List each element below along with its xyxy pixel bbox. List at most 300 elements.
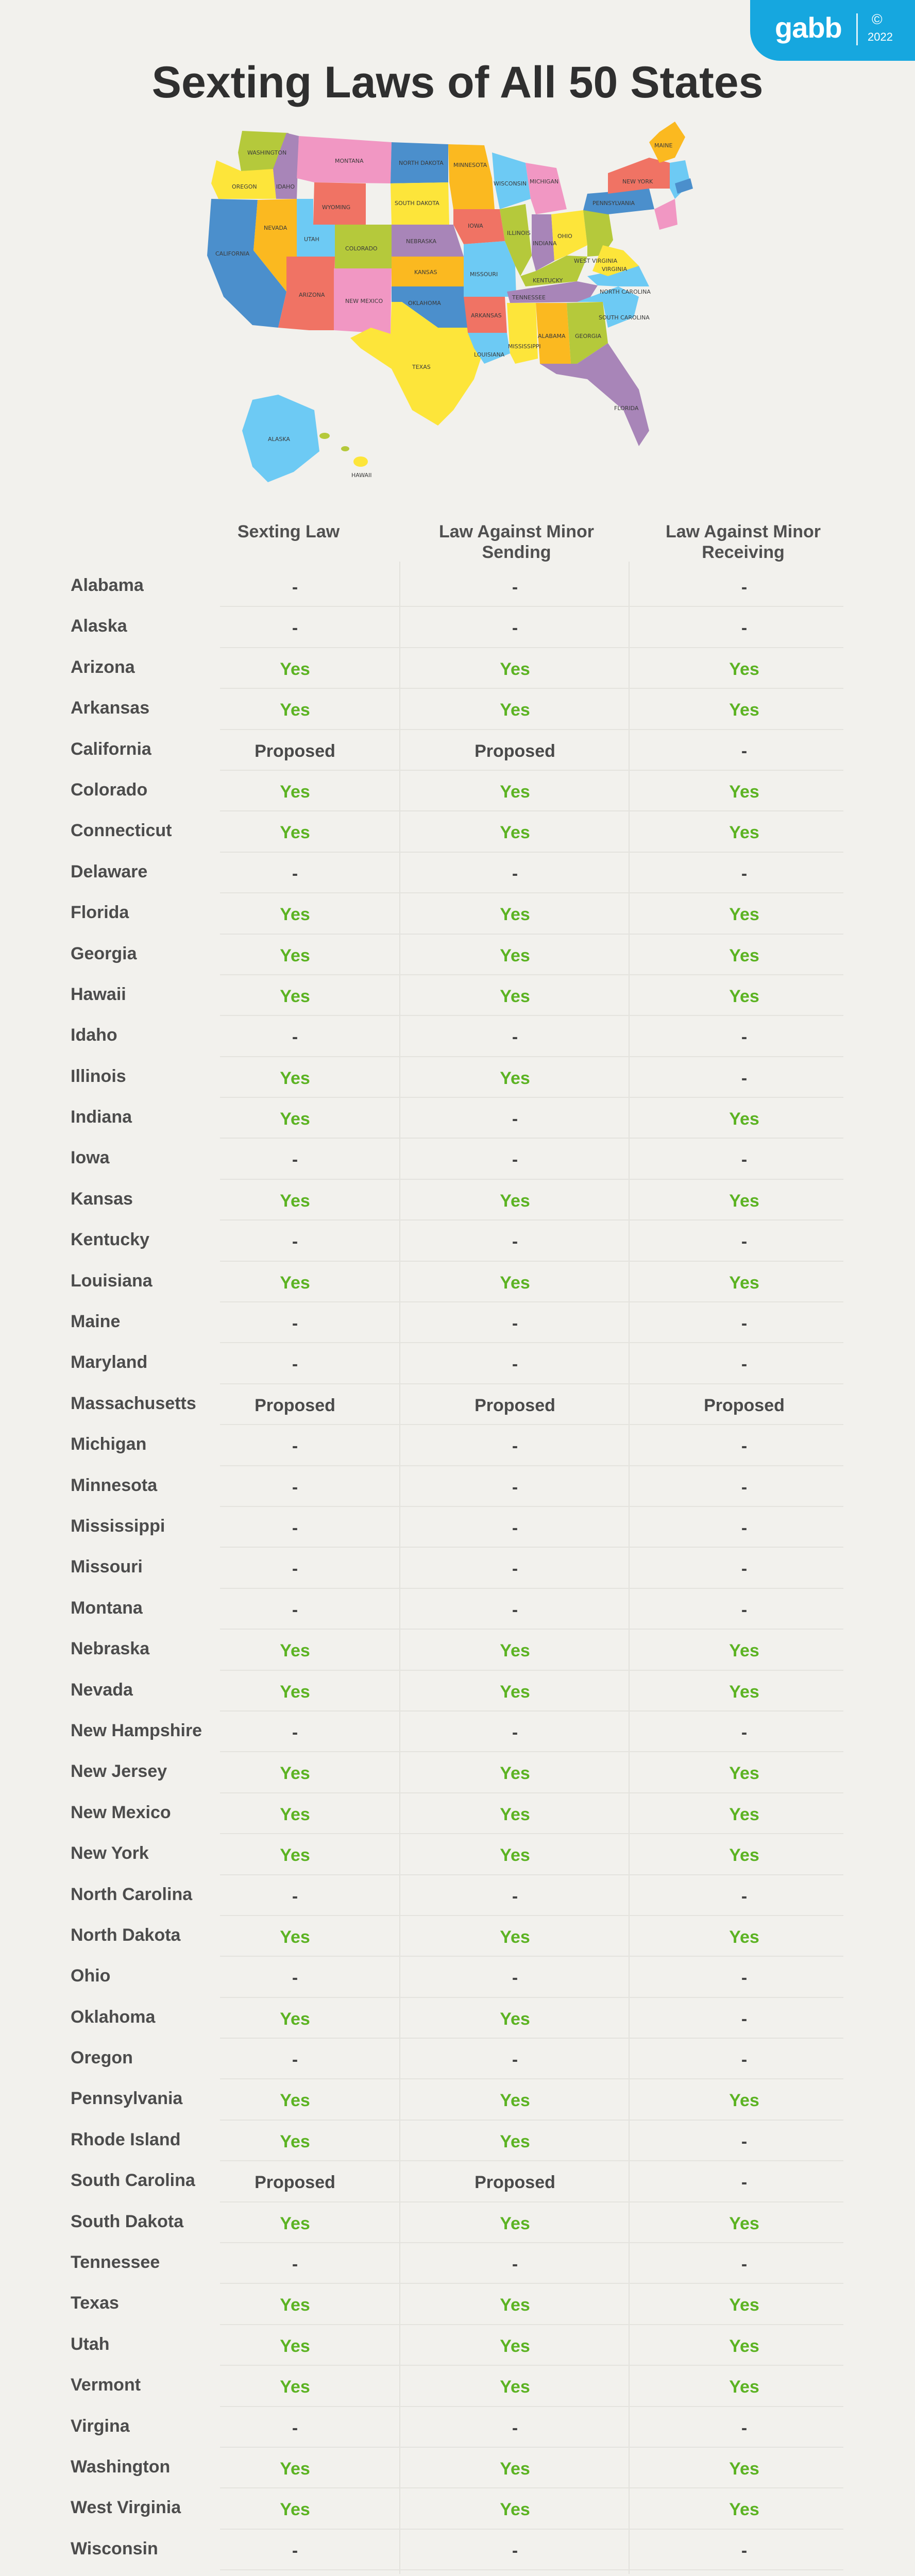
svg-text:OKLAHOMA: OKLAHOMA <box>408 300 441 307</box>
sexting-law-value: Yes <box>280 2377 310 2397</box>
table-row <box>0 1793 915 1834</box>
table-row <box>0 1139 915 1179</box>
header-minor-receiving: Law Against Minor Receiving <box>666 522 821 562</box>
svg-text:WYOMING: WYOMING <box>322 204 351 211</box>
svg-text:ALASKA: ALASKA <box>268 436 290 443</box>
sexting-law-value: - <box>292 618 298 638</box>
svg-text:MINNESOTA: MINNESOTA <box>453 162 487 168</box>
minor-receiving-value: - <box>741 1518 748 1538</box>
sexting-law-value: Yes <box>280 1682 310 1702</box>
table-row <box>0 730 915 771</box>
sexting-law-value: Yes <box>280 2091 310 2111</box>
minor-sending-value: Yes <box>500 2009 530 2029</box>
state-name: Arkansas <box>71 698 150 718</box>
minor-sending-value: Yes <box>500 1191 530 1211</box>
svg-text:VIRGINIA: VIRGINIA <box>602 266 628 273</box>
sexting-law-value: - <box>292 1559 298 1579</box>
svg-text:MAINE: MAINE <box>654 142 673 149</box>
minor-receiving-value: Yes <box>729 1764 759 1784</box>
table-row <box>0 811 915 852</box>
minor-sending-value: Proposed <box>475 1395 555 1415</box>
state-name: Delaware <box>71 861 148 882</box>
state-name: New Mexico <box>71 1802 171 1822</box>
minor-sending-value: - <box>512 1314 518 1334</box>
state-name: Nebraska <box>71 1639 150 1659</box>
minor-sending-value: Yes <box>500 782 530 802</box>
state-name: New Hampshire <box>71 1720 202 1740</box>
minor-sending-value: - <box>512 2050 518 2070</box>
minor-sending-value: - <box>512 1027 518 1047</box>
sexting-law-value: Yes <box>280 945 310 965</box>
minor-receiving-value: - <box>741 2009 748 2029</box>
svg-text:NEBRASKA: NEBRASKA <box>406 238 436 245</box>
svg-text:GEORGIA: GEORGIA <box>575 333 602 340</box>
minor-sending-value: - <box>512 2418 518 2438</box>
svg-text:NEW MEXICO: NEW MEXICO <box>345 298 383 304</box>
state-name: Indiana <box>71 1107 132 1127</box>
sexting-law-value: Proposed <box>255 1395 335 1415</box>
minor-sending-value: - <box>512 2540 518 2561</box>
state-name: Ohio <box>71 1966 111 1986</box>
minor-receiving-value: - <box>741 2418 748 2438</box>
table-row <box>0 2488 915 2529</box>
minor-receiving-value: Yes <box>729 700 759 720</box>
minor-sending-value: Yes <box>500 2500 530 2520</box>
state-name: Maryland <box>71 1352 148 1372</box>
sexting-law-value: Yes <box>280 1109 310 1129</box>
minor-sending-value: Yes <box>500 1764 530 1784</box>
state-name: Utah <box>71 2334 110 2354</box>
table-row <box>0 648 915 689</box>
state-name: Kentucky <box>71 1230 150 1250</box>
minor-receiving-value: Yes <box>729 1641 759 1661</box>
state-name: Washington <box>71 2456 171 2477</box>
state-name: South Dakota <box>71 2211 184 2231</box>
sexting-law-value: - <box>292 2050 298 2070</box>
table-row <box>0 1180 915 1221</box>
minor-receiving-value: Yes <box>729 905 759 925</box>
state-name: New York <box>71 1843 149 1863</box>
minor-receiving-value: Yes <box>729 1109 759 1129</box>
brand-badge[interactable] <box>750 0 915 61</box>
sexting-law-value: Yes <box>280 1641 310 1661</box>
table-row <box>0 1875 915 1916</box>
table-row <box>0 2407 915 2448</box>
sexting-law-value: - <box>292 863 298 884</box>
minor-sending-value: Yes <box>500 2336 530 2356</box>
minor-sending-value: Yes <box>500 945 530 965</box>
sexting-law-value: - <box>292 1477 298 1497</box>
minor-sending-value: - <box>512 1559 518 1579</box>
minor-receiving-value: - <box>741 1027 748 1047</box>
svg-text:WEST VIRGINIA: WEST VIRGINIA <box>574 258 618 264</box>
svg-text:WISCONSIN: WISCONSIN <box>494 180 527 187</box>
minor-sending-value: Yes <box>500 1068 530 1088</box>
table-row <box>0 2366 915 2406</box>
state-name: Georgia <box>71 943 137 963</box>
minor-receiving-value: - <box>741 2131 748 2151</box>
table-row <box>0 1507 915 1548</box>
header-minor-sending: Law Against Minor Sending <box>439 522 594 562</box>
state-name: Kansas <box>71 1189 133 1209</box>
svg-text:OREGON: OREGON <box>232 183 257 190</box>
table-row <box>0 1262 915 1302</box>
sexting-law-value: Yes <box>280 2131 310 2151</box>
svg-text:SOUTH CAROLINA: SOUTH CAROLINA <box>599 314 650 321</box>
minor-receiving-value: - <box>741 863 748 884</box>
svg-text:CALIFORNIA: CALIFORNIA <box>215 250 250 257</box>
minor-sending-value: - <box>512 1477 518 1497</box>
state-name: New Jersey <box>71 1761 167 1782</box>
state-name: Florida <box>71 903 129 923</box>
minor-receiving-value: - <box>741 1150 748 1170</box>
svg-text:INDIANA: INDIANA <box>533 240 557 247</box>
minor-sending-value: - <box>512 618 518 638</box>
sexting-law-value: Yes <box>280 1804 310 1824</box>
table-row <box>0 1957 915 1997</box>
sexting-law-value: Yes <box>280 2213 310 2233</box>
minor-sending-value: - <box>512 578 518 597</box>
state-name: Connecticut <box>71 821 172 841</box>
svg-text:UTAH: UTAH <box>304 236 319 243</box>
svg-text:WASHINGTON: WASHINGTON <box>247 149 287 156</box>
state-name: Oregon <box>71 2048 133 2068</box>
us-map <box>196 122 742 503</box>
minor-receiving-value: Yes <box>729 2500 759 2520</box>
minor-receiving-value: Yes <box>729 659 759 679</box>
table-row <box>0 1343 915 1384</box>
minor-receiving-value: Yes <box>729 1845 759 1866</box>
minor-sending-value: - <box>512 1109 518 1129</box>
table-row <box>0 1016 915 1057</box>
sexting-law-value: Proposed <box>255 741 335 761</box>
state-name: Maine <box>71 1312 121 1332</box>
minor-receiving-value: Yes <box>729 1273 759 1293</box>
svg-text:NORTH CAROLINA: NORTH CAROLINA <box>600 289 651 295</box>
table-row <box>0 1057 915 1098</box>
state-name: West Virginia <box>71 2498 181 2518</box>
sexting-law-value: - <box>292 1232 298 1252</box>
state-name: Michigan <box>71 1434 147 1454</box>
sexting-law-value: - <box>292 1600 298 1620</box>
state-name: Colorado <box>71 779 148 800</box>
minor-receiving-value: Yes <box>729 2213 759 2233</box>
minor-sending-value: Yes <box>500 2091 530 2111</box>
state-name: North Carolina <box>71 1884 193 1904</box>
sexting-law-value: - <box>292 1314 298 1334</box>
copyright-symbol: © <box>872 11 883 27</box>
minor-receiving-value: Yes <box>729 2091 759 2111</box>
minor-receiving-value: Yes <box>729 986 759 1006</box>
state-name: Massachusetts <box>71 1393 196 1413</box>
minor-sending-value: Yes <box>500 1682 530 1702</box>
table-row <box>0 2039 915 2079</box>
table-row <box>0 1711 915 1752</box>
minor-receiving-value: - <box>741 2173 748 2193</box>
svg-text:HAWAII: HAWAII <box>351 472 372 479</box>
sexting-law-value: Yes <box>280 986 310 1006</box>
svg-text:MICHIGAN: MICHIGAN <box>530 178 559 185</box>
minor-receiving-value: Yes <box>729 823 759 843</box>
minor-sending-value: - <box>512 1518 518 1538</box>
table-row <box>0 566 915 607</box>
minor-sending-value: Yes <box>500 700 530 720</box>
state-name: Iowa <box>71 1148 110 1168</box>
table-row <box>0 2325 915 2366</box>
table-row <box>0 2121 915 2161</box>
sexting-law-value: Yes <box>280 2295 310 2315</box>
svg-text:SOUTH DAKOTA: SOUTH DAKOTA <box>395 200 439 207</box>
state-name: Minnesota <box>71 1475 158 1495</box>
minor-sending-value: - <box>512 1722 518 1742</box>
minor-receiving-value: - <box>741 1886 748 1906</box>
svg-text:ALABAMA: ALABAMA <box>538 333 566 340</box>
laws-table <box>0 566 915 2576</box>
table-row <box>0 2284 915 2325</box>
table-row <box>0 2202 915 2243</box>
minor-sending-value: Proposed <box>475 2173 555 2193</box>
state-name: Alaska <box>71 616 127 636</box>
table-row <box>0 1466 915 1507</box>
svg-text:PENNSYLVANIA: PENNSYLVANIA <box>592 200 635 207</box>
minor-sending-value: Yes <box>500 905 530 925</box>
minor-sending-value: Yes <box>500 823 530 843</box>
svg-text:LOUISIANA: LOUISIANA <box>474 351 505 358</box>
table-row <box>0 771 915 811</box>
minor-receiving-value: - <box>741 1722 748 1742</box>
svg-text:OHIO: OHIO <box>557 233 572 240</box>
svg-text:KENTUCKY: KENTUCKY <box>533 277 563 284</box>
sexting-law-value: - <box>292 1722 298 1742</box>
state-name: Rhode Island <box>71 2129 181 2149</box>
table-row <box>0 689 915 730</box>
minor-receiving-value: - <box>741 1968 748 1988</box>
svg-text:ILLINOIS: ILLINOIS <box>507 230 531 236</box>
table-row <box>0 893 915 934</box>
table-row <box>0 1302 915 1343</box>
sexting-law-value: - <box>292 2540 298 2561</box>
sexting-law-value: - <box>292 1886 298 1906</box>
svg-text:IOWA: IOWA <box>468 223 483 229</box>
table-row <box>0 2079 915 2120</box>
table-row <box>0 1098 915 1139</box>
minor-sending-value: Yes <box>500 659 530 679</box>
sexting-law-value: - <box>292 1027 298 1047</box>
table-row <box>0 935 915 975</box>
minor-sending-value: - <box>512 1436 518 1456</box>
minor-sending-value: - <box>512 1150 518 1170</box>
minor-sending-value: Yes <box>500 1845 530 1866</box>
page-title: Sexting Laws of All 50 States <box>151 58 764 107</box>
state-name: Mississippi <box>71 1516 165 1536</box>
state-name: Idaho <box>71 1025 117 1045</box>
state-name: Oklahoma <box>71 2007 156 2027</box>
table-row <box>0 1916 915 1957</box>
minor-sending-value: - <box>512 1232 518 1252</box>
table-row <box>0 2243 915 2284</box>
table-row <box>0 2448 915 2488</box>
table-row <box>0 607 915 648</box>
brand-divider <box>856 13 858 45</box>
sexting-law-value: - <box>292 1354 298 1375</box>
sexting-law-value: - <box>292 578 298 597</box>
minor-sending-value: Yes <box>500 1641 530 1661</box>
svg-text:MONTANA: MONTANA <box>335 158 364 164</box>
svg-text:IDAHO: IDAHO <box>276 183 295 190</box>
sexting-law-value: - <box>292 1436 298 1456</box>
minor-sending-value: Yes <box>500 1804 530 1824</box>
sexting-law-value: - <box>292 2255 298 2275</box>
table-row <box>0 975 915 1016</box>
state-name: Wisconsin <box>71 2538 158 2558</box>
minor-receiving-value: - <box>741 1068 748 1088</box>
sexting-law-value: Yes <box>280 905 310 925</box>
sexting-law-value: - <box>292 1150 298 1170</box>
state-name: Louisiana <box>71 1270 152 1291</box>
minor-sending-value: Proposed <box>475 741 555 761</box>
minor-receiving-value: - <box>741 1232 748 1252</box>
minor-sending-value: Yes <box>500 2459 530 2479</box>
minor-receiving-value: - <box>741 2050 748 2070</box>
minor-receiving-value: Yes <box>729 1191 759 1211</box>
table-row <box>0 2530 915 2570</box>
table-row <box>0 1630 915 1670</box>
state-name: Texas <box>71 2293 119 2313</box>
svg-text:NORTH DAKOTA: NORTH DAKOTA <box>399 160 444 166</box>
state-name: Missouri <box>71 1557 143 1577</box>
sexting-law-value: Yes <box>280 2009 310 2029</box>
minor-sending-value: Yes <box>500 986 530 1006</box>
state-name: California <box>71 739 151 759</box>
minor-receiving-value: - <box>741 618 748 638</box>
sexting-law-value: Yes <box>280 1927 310 1947</box>
minor-receiving-value: Yes <box>729 2336 759 2356</box>
state-name: Arizona <box>71 657 135 677</box>
table-row <box>0 853 915 893</box>
svg-text:NEVADA: NEVADA <box>264 225 287 231</box>
minor-receiving-value: Yes <box>729 1804 759 1824</box>
minor-sending-value: Yes <box>500 1273 530 1293</box>
svg-text:KANSAS: KANSAS <box>414 269 437 276</box>
sexting-law-value: Yes <box>280 1273 310 1293</box>
minor-sending-value: Yes <box>500 2131 530 2151</box>
state-name: Montana <box>71 1598 143 1618</box>
sexting-law-value: - <box>292 1968 298 1988</box>
minor-receiving-value: Yes <box>729 2295 759 2315</box>
minor-receiving-value: Yes <box>729 945 759 965</box>
sexting-law-value: Yes <box>280 1068 310 1088</box>
minor-sending-value: - <box>512 1886 518 1906</box>
sexting-law-value: Yes <box>280 1764 310 1784</box>
minor-sending-value: - <box>512 1354 518 1375</box>
minor-receiving-value: Yes <box>729 1682 759 1702</box>
table-row <box>0 1834 915 1875</box>
sexting-law-value: - <box>292 1518 298 1538</box>
svg-text:TENNESSEE: TENNESSEE <box>512 294 546 301</box>
svg-text:MISSOURI: MISSOURI <box>470 271 498 278</box>
minor-sending-value: Yes <box>500 2377 530 2397</box>
minor-receiving-value: - <box>741 741 748 761</box>
sexting-law-value: Yes <box>280 700 310 720</box>
state-name: Illinois <box>71 1066 126 1086</box>
state-name: Hawaii <box>71 984 126 1004</box>
state-name: Alabama <box>71 575 144 595</box>
table-row <box>0 1221 915 1261</box>
svg-text:ARKANSAS: ARKANSAS <box>471 312 502 319</box>
minor-receiving-value: Yes <box>729 2459 759 2479</box>
svg-text:MISSISSIPPI: MISSISSIPPI <box>508 343 541 350</box>
sexting-law-value: Yes <box>280 782 310 802</box>
minor-receiving-value: Proposed <box>704 1395 785 1415</box>
sexting-law-value: Yes <box>280 659 310 679</box>
table-row <box>0 1671 915 1711</box>
minor-receiving-value: - <box>741 2255 748 2275</box>
minor-sending-value: - <box>512 2255 518 2275</box>
minor-sending-value: - <box>512 1600 518 1620</box>
table-row <box>0 2161 915 2202</box>
sexting-law-value: Yes <box>280 2459 310 2479</box>
table-row <box>0 1425 915 1466</box>
table-row <box>0 1384 915 1425</box>
table-row <box>0 2570 915 2576</box>
state-name: South Carolina <box>71 2171 195 2191</box>
minor-receiving-value: - <box>741 1436 748 1456</box>
minor-receiving-value: - <box>741 1314 748 1334</box>
minor-receiving-value: Yes <box>729 782 759 802</box>
minor-receiving-value: - <box>741 1477 748 1497</box>
table-row <box>0 1589 915 1630</box>
minor-sending-value: - <box>512 1968 518 1988</box>
sexting-law-value: Yes <box>280 1845 310 1866</box>
sexting-law-value: Yes <box>280 823 310 843</box>
table-row <box>0 1752 915 1793</box>
minor-receiving-value: - <box>741 578 748 597</box>
us-map-illustration <box>196 122 742 503</box>
svg-text:NEW YORK: NEW YORK <box>622 178 653 185</box>
minor-sending-value: Yes <box>500 2213 530 2233</box>
minor-sending-value: - <box>512 863 518 884</box>
svg-text:TEXAS: TEXAS <box>412 364 431 370</box>
minor-receiving-value: - <box>741 2540 748 2561</box>
sexting-law-value: - <box>292 2418 298 2438</box>
minor-receiving-value: Yes <box>729 2377 759 2397</box>
svg-text:COLORADO: COLORADO <box>345 245 378 252</box>
svg-text:FLORIDA: FLORIDA <box>614 405 639 412</box>
state-name: Vermont <box>71 2375 141 2395</box>
copyright-year: 2022 <box>868 30 893 43</box>
sexting-law-value: Yes <box>280 2336 310 2356</box>
minor-sending-value: Yes <box>500 1927 530 1947</box>
sexting-law-value: Yes <box>280 1191 310 1211</box>
table-row <box>0 1548 915 1588</box>
header-sexting-law: Sexting Law <box>237 522 340 541</box>
minor-receiving-value: - <box>741 1600 748 1620</box>
state-name: Virgina <box>71 2416 130 2436</box>
gabb-logo: gabb <box>775 11 842 44</box>
minor-sending-value: Yes <box>500 2295 530 2315</box>
minor-receiving-value: Yes <box>729 1927 759 1947</box>
state-name: Nevada <box>71 1680 133 1700</box>
minor-receiving-value: - <box>741 1354 748 1375</box>
svg-text:ARIZONA: ARIZONA <box>299 292 325 298</box>
state-name: Pennsylvania <box>71 2089 183 2109</box>
state-name: Tennessee <box>71 2252 160 2273</box>
table-row <box>0 1998 915 2039</box>
state-name: North Dakota <box>71 1925 181 1945</box>
sexting-law-value: Proposed <box>255 2173 335 2193</box>
minor-receiving-value: - <box>741 1559 748 1579</box>
sexting-law-value: Yes <box>280 2500 310 2520</box>
